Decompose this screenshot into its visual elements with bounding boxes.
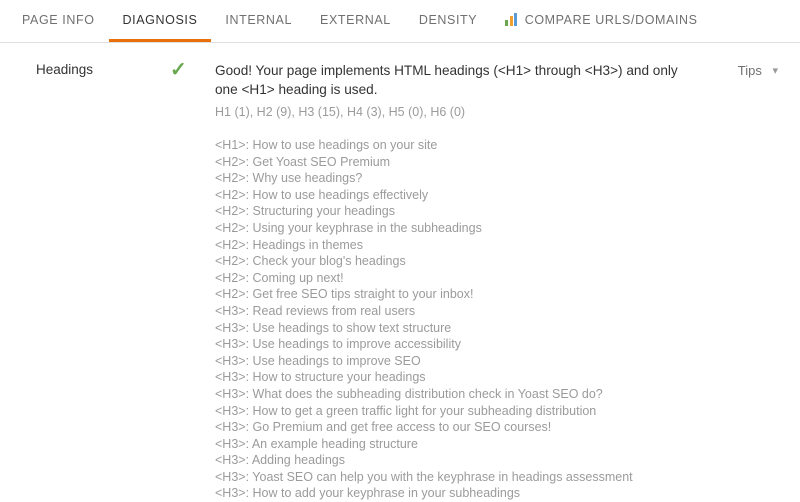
tab-external-label: EXTERNAL xyxy=(320,12,391,27)
list-item: <H3>: How to add your keyphrase in your subheadings xyxy=(215,486,521,501)
row-title: Headings xyxy=(36,62,94,77)
list-item: <H2>: Structuring your headings xyxy=(215,204,395,219)
tab-density-label: DENSITY xyxy=(418,12,478,27)
list-item: <H3>: How to structure your headings xyxy=(215,370,426,385)
tab-bar xyxy=(0,0,800,43)
list-item: <H2>: Using your keyphrase in the subheadings xyxy=(215,220,482,235)
diagnosis-panel xyxy=(0,43,800,501)
tab-diagnosis-label: DIAGNOSIS xyxy=(122,12,198,27)
bar-chart-icon xyxy=(505,13,519,26)
list-item: <H2>: Why use headings? xyxy=(215,171,363,186)
tab-page-info[interactable] xyxy=(8,0,109,42)
list-item: <H2>: How to use headings effectively xyxy=(215,187,429,202)
list-item: <H2>: Coming up next! xyxy=(215,270,344,285)
tab-external[interactable] xyxy=(306,0,405,42)
list-item: <H1>: How to use headings on your site xyxy=(215,138,438,152)
list-item: <H3>: Yoast SEO can help you with the keyphrase in headings assessment xyxy=(215,469,633,484)
status-cell xyxy=(170,61,215,481)
list-item: <H2>: Get Yoast SEO Premium xyxy=(215,154,391,169)
list-item: <H2>: Get free SEO tips straight to your inbox! xyxy=(215,287,474,302)
list-item: <H3>: Use headings to improve accessibility xyxy=(215,337,461,352)
headings-list xyxy=(215,137,698,502)
tab-compare-urls-domains[interactable] xyxy=(491,0,711,42)
list-item: <H3>: How to get a green traffic light for your subheading distribution xyxy=(215,403,597,418)
list-item: <H3>: Use headings to improve SEO xyxy=(215,353,421,368)
heading-counts: H1 (1), H2 (9), H3 (15), H4 (3), H5 (0), H6 (0) xyxy=(215,105,466,119)
tips-toggle[interactable] xyxy=(714,61,800,481)
list-item: <H3>: Adding headings xyxy=(215,453,345,468)
list-item: <H3>: Read reviews from real users xyxy=(215,303,416,318)
row-body xyxy=(215,61,714,501)
tips-label: Tips xyxy=(737,63,762,78)
list-item: <H3>: An example heading structure xyxy=(215,436,418,451)
tab-compare-urls-domains-label: COMPARE URLS/DOMAINS xyxy=(524,12,698,27)
tab-internal[interactable] xyxy=(211,0,306,42)
list-item: <H3>: Use headings to show text structure xyxy=(215,320,452,335)
tab-page-info-label: PAGE INFO xyxy=(22,12,95,27)
tab-internal-label: INTERNAL xyxy=(225,12,293,27)
check-icon: ✓ xyxy=(170,59,187,81)
tab-diagnosis[interactable] xyxy=(109,0,212,42)
list-item: <H3>: What does the subheading distribution check in Yoast SEO do? xyxy=(215,386,603,401)
list-item: <H3>: Go Premium and get free access to our SEO courses! xyxy=(215,420,552,435)
headline-text: Good! Your page implements HTML headings (<H1> through <H3>) and only one <H1> heading is used. xyxy=(215,63,678,97)
chevron-down-icon: ▾ xyxy=(772,65,778,77)
tab-density[interactable] xyxy=(405,0,491,42)
list-item: <H2>: Check your blog's headings xyxy=(215,254,406,269)
list-item: <H2>: Headings in themes xyxy=(215,237,364,252)
